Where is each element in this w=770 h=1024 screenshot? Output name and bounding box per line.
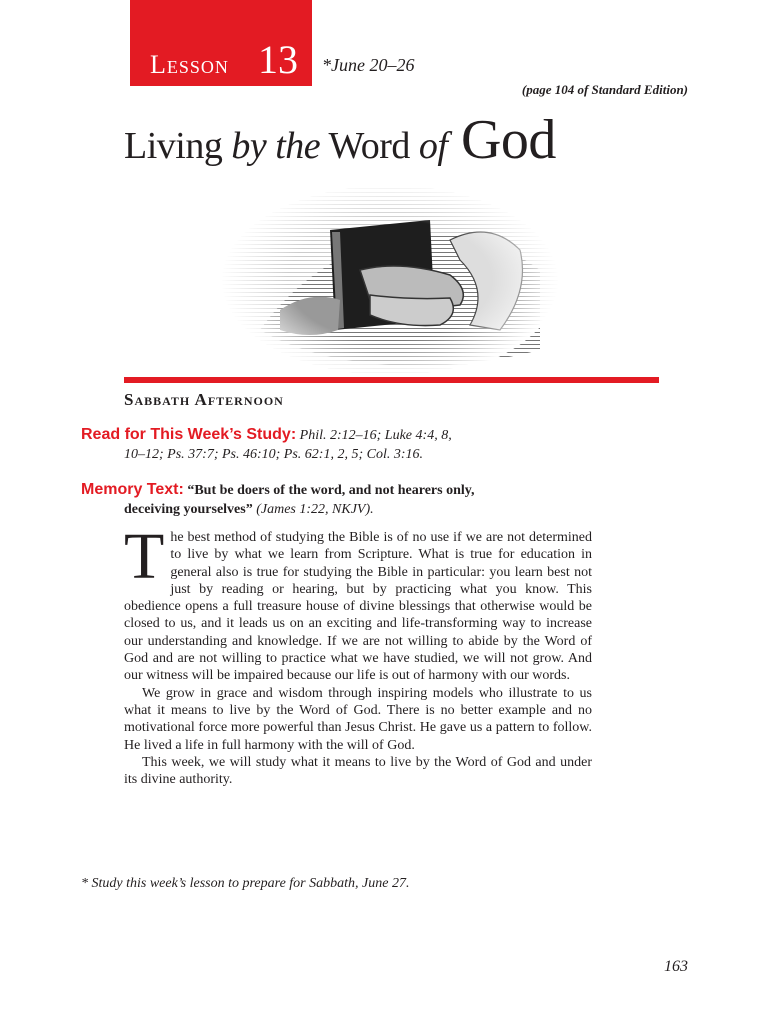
lesson-number: 13 [258,37,298,82]
section-divider [124,377,659,383]
memory-quote: deceiving yourselves” [124,502,253,517]
page-title [124,109,556,171]
weekly-reading [81,425,601,464]
lesson-date: *June 20–26 [322,55,415,75]
page-reference: (page 104 of Standard Edition) [521,82,688,97]
memory-text [81,480,601,519]
page-number: 163 [664,958,688,975]
memory-label: Memory Text: [81,481,184,498]
body-paragraph: We grow in grace and wisdom through inspiring models who illustrate to us what it means to live by the Word of God. There is no better example and no motivational force more powerful than Jesus Christ. He gave us a pattern to follow. He lived a life in full harmony with the will of God. [124,685,592,753]
reading-refs: Phil. 2:12–16; Luke 4:4, 8, [296,428,452,443]
title-part: God [447,109,556,171]
title-part: Word [320,125,419,167]
memory-citation: (James 1:22, NKJV). [252,502,374,517]
body-paragraph: he best method of studying the Bible is of no use if we are not determined to live by what we learn from Scripture. What is true for education in general also is true for studying the Bible in particular: you learn best not just by reading or hearing, but by practicing what you know. This obedience opens a full treasure house of divine blessings that otherwise would be closed to us, and it leads us on an exciting and life-transforming way to increase our understanding and knowledge. If we are not willing to abide by the Word of God and are not willing to practice what we have studied, we will not grow. And our witness will be impaired because our life is out of harmony with our words. [124,530,592,684]
drop-cap: T [124,520,165,593]
body-paragraph: This week, we will study what it means to live by the Word of God and under its divine authority. [124,754,592,788]
title-part: Living [124,125,232,167]
reading-label: Read for This Week’s Study: [81,426,297,443]
section-title: Sabbath Afternoon [124,390,284,409]
footnote: * Study this week’s lesson to prepare for Sabbath, June 27. [81,876,410,891]
hands-holding-bible-illustration [220,180,560,380]
memory-quote: “But be doers of the word, and not hearers only, [183,483,475,498]
title-part: by the [231,125,321,167]
lesson-banner [130,0,312,86]
lesson-label: Lesson [150,50,229,79]
reading-refs: 10–12; Ps. 37:7; Ps. 46:10; Ps. 62:1, 2, 5; Col. 3:16. [124,447,424,462]
title-part: of [418,125,448,167]
lesson-body [124,520,592,788]
